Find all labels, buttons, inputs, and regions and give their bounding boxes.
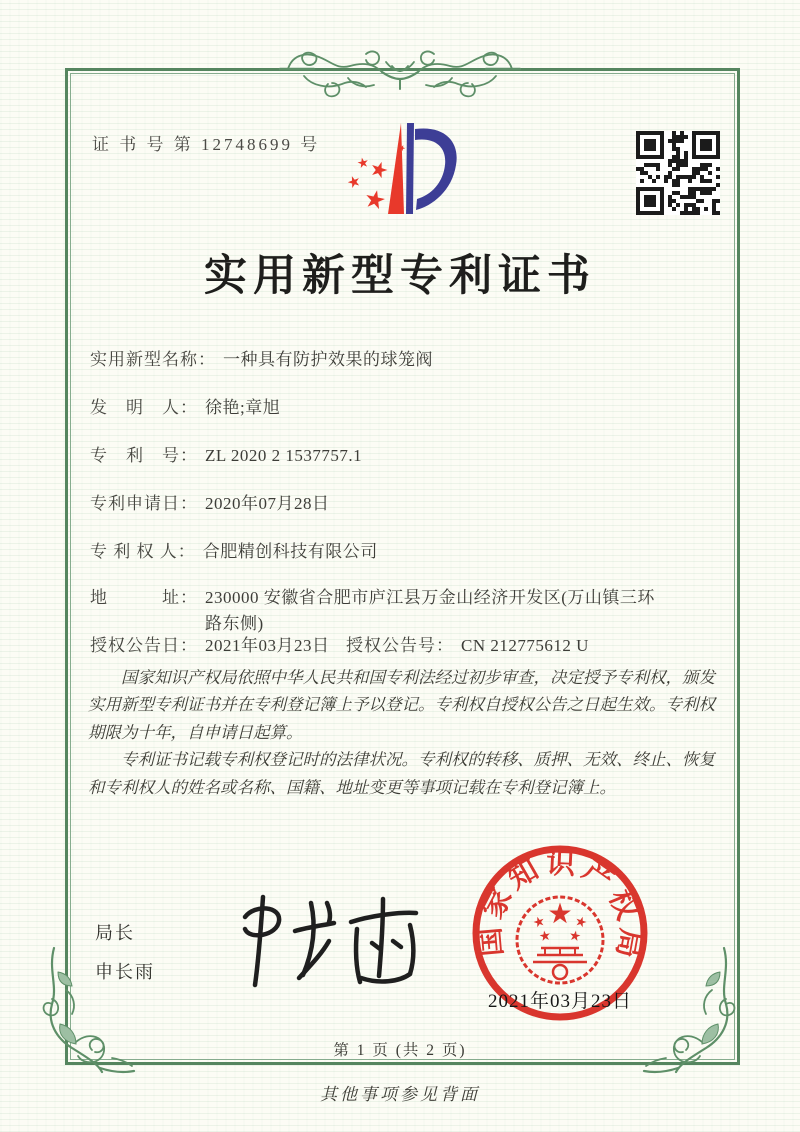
field-value: CN 212775612 U [461, 636, 589, 655]
seal-date: 2021年03月23日 [487, 991, 632, 1012]
field-value: ZL 2020 2 1537757.1 [205, 446, 363, 465]
page-indicator: 第 1 页 (共 2 页) [333, 1042, 467, 1059]
signatory-post: 局长 [95, 923, 135, 943]
field-label: 实用新型名称： [90, 350, 216, 369]
field-row-grant [90, 633, 715, 659]
field-label: 地 址： [90, 588, 198, 607]
field-label: 发 明 人： [90, 398, 198, 417]
certificate-number: 证 书 号 第 12748699 号 [92, 135, 321, 154]
field-label: 专 利 号： [90, 446, 198, 465]
field-row-patent-no [90, 443, 715, 469]
field-row-inventor [90, 395, 715, 421]
qr-code-icon [636, 131, 720, 215]
field-label: 专利申请日： [90, 494, 198, 513]
director-signature [233, 891, 431, 993]
field-label: 授权公告号： [346, 636, 454, 655]
legal-paragraph-2: 专利证书记载专利权登记时的法律状况。专利权的转移、质押、无效、终止、恢复和专利权人的姓名或名称、国籍、地址变更等事项记载在专利登记簿上。 [88, 750, 715, 797]
cnipa-logo-icon [330, 111, 480, 244]
signatory-name: 申长雨 [95, 962, 155, 982]
field-row-patentee [90, 539, 715, 565]
field-value: 230000 安徽省合肥市庐江县万金山经济开发区(万山镇三环路东侧) [205, 588, 655, 634]
field-label: 专 利 权 人： [90, 542, 196, 561]
field-row-address [90, 585, 715, 638]
seal-agency-text: 国家知识产权局 [473, 847, 647, 966]
field-value: 2020年07月28日 [205, 494, 330, 513]
field-row-filing-date [90, 491, 715, 517]
field-pair-grant-no [346, 633, 589, 659]
field-value: 徐艳;章旭 [205, 398, 281, 417]
field-value: 一种具有防护效果的球笼阀 [223, 350, 433, 369]
back-note: 其他事项参见背面 [320, 1085, 480, 1104]
signatory-block [95, 919, 155, 984]
top-flourish-ornament [278, 42, 522, 104]
field-value: 合肥精创科技有限公司 [202, 542, 378, 561]
field-value: 2021年03月23日 [205, 636, 330, 655]
legal-paragraph-1: 国家知识产权局依照中华人民共和国专利法经过初步审查，决定授予专利权，颁发实用新型专利证书并在专利登记簿上予以登记。专利权自授权公告之日起生效。专利权期限为十年，自申请日起算。 [88, 668, 715, 742]
field-row-name [90, 347, 715, 373]
legal-text-block [88, 664, 716, 801]
national-emblem [517, 897, 603, 983]
field-label: 授权公告日： [90, 636, 198, 655]
certificate-title: 实用新型专利证书 [204, 253, 596, 300]
